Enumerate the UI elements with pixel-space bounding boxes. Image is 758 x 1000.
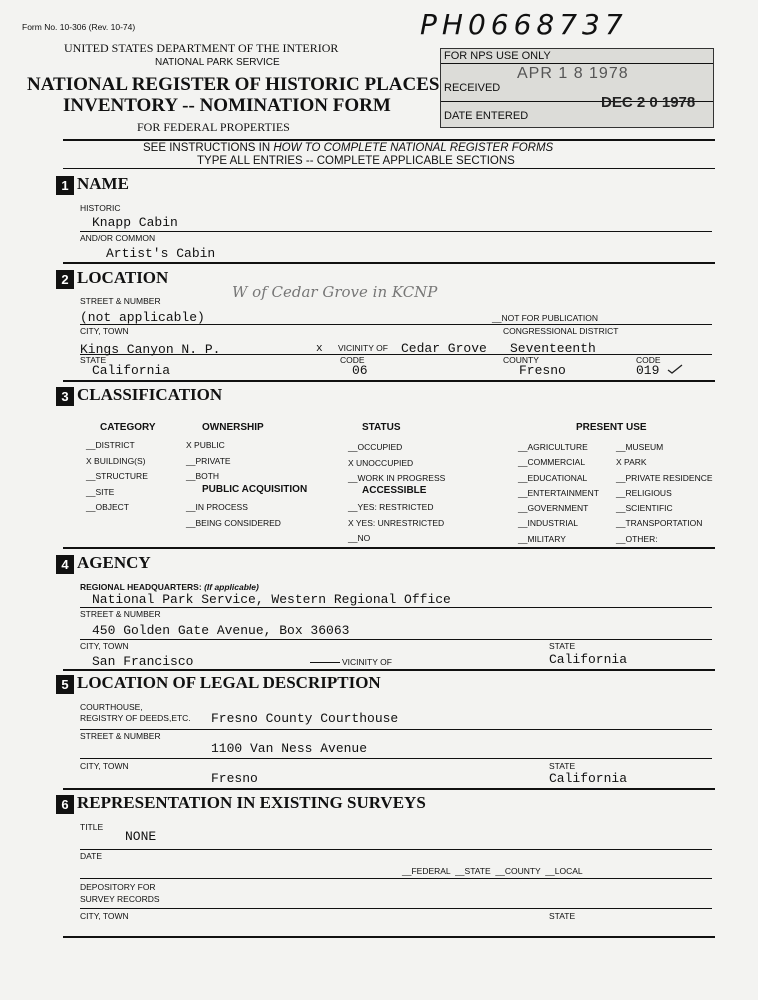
status-heading: STATUS [362,422,401,433]
city-value: Kings Canyon N. P. [80,342,221,357]
county-code-label: CODE [636,355,661,365]
accessible-heading: ACCESSIBLE [362,485,427,496]
state-value: California [92,363,171,378]
option-district: __DISTRICT [86,440,135,450]
agency-street-value: 450 Golden Gate Avenue, Box 36063 [92,623,350,638]
legal-state-value: California [549,771,628,786]
state-label: STATE [80,355,107,365]
courthouse-value: Fresno County Courthouse [211,711,399,726]
accessible-options [348,500,444,547]
nps-use-box [440,48,714,128]
agency-vicinity-label: VICINITY OF [342,657,392,667]
survey-state-label: STATE [549,911,576,921]
ownership-options [186,438,231,485]
historic-name-value: Knapp Cabin [92,215,178,230]
agency-city-label: CITY, TOWN [80,641,129,651]
status-options [348,440,445,487]
form-number: Form No. 10-306 (Rev. 10-74) [22,22,136,32]
acquisition-heading: PUBLIC ACQUISITION [202,484,308,495]
handwritten-location-note: W of Cedar Grove in KCNP [232,283,438,301]
survey-title-value: NONE [125,829,157,844]
not-for-publication: __NOT FOR PUBLICATION [492,313,598,323]
hq-value: National Park Service, Western Regional Office [92,592,451,607]
option-private-residence: __PRIVATE RESIDENCE [616,472,713,483]
option-being-considered: __BEING CONSIDERED [186,517,281,528]
option-religious: __RELIGIOUS [616,487,672,498]
department-name: UNITED STATES DEPARTMENT OF THE INTERIOR [64,41,339,55]
handwritten-id: PH0668737 [420,8,628,41]
instructions-line1: SEE INSTRUCTIONS IN HOW TO COMPLETE NATIONAL REGISTER FORMS [143,142,554,154]
county-label: COUNTY [503,355,539,365]
option-transportation: __TRANSPORTATION [616,518,703,529]
option-yes-restricted: __YES: RESTRICTED [348,502,434,512]
option-scientific: __SCIENTIFIC [616,503,673,514]
option-commercial: __COMMERCIAL [518,457,586,468]
option-military: __MILITARY [518,533,566,544]
option-occupied: __OCCUPIED [348,442,403,452]
option-industrial: __INDUSTRIAL [518,518,578,529]
option-entertainment: __ENTERTAINMENT [518,487,599,498]
date-entered-stamp: DEC 2 0 1978 [601,94,696,111]
ownership-heading: OWNERSHIP [202,422,264,433]
county-code-value: 019 [636,363,660,378]
option-in-process: __IN PROCESS [186,502,248,512]
option-object: __OBJECT [86,502,129,512]
legal-city-label: CITY, TOWN [80,761,129,771]
street-label: STREET & NUMBER [80,296,161,306]
option-museum: __MUSEUM [616,442,664,452]
agency-state-label: STATE [549,641,576,651]
section-5-heading: 5 LOCATION OF LEGAL DESCRIPTION [56,673,381,694]
nps-box-heading: FOR NPS USE ONLY [444,50,551,62]
section-2-heading: 2 LOCATION [56,268,168,289]
agency-city-value: San Francisco [92,654,194,669]
vicinity-label: VICINITY OF [338,343,388,353]
checkmark-icon [666,363,684,375]
option-work-in-progress: __WORK IN PROGRESS [348,473,446,483]
option-private: __PRIVATE [186,455,231,466]
survey-levels: __FEDERAL __STATE __COUNTY __LOCAL [402,866,583,876]
survey-title-label: TITLE [80,822,104,832]
option-agriculture: __AGRICULTURE [518,442,588,452]
survey-date-label: DATE [80,851,103,861]
agency-state-value: California [549,652,628,667]
vicinity-blank [310,662,340,663]
legal-street-value: 1100 Van Ness Avenue [211,741,368,756]
code-label: CODE [340,355,365,365]
form-subtitle: FOR FEDERAL PROPERTIES [137,120,290,134]
section-1-heading: 1 NAME [56,174,129,195]
option-both: __BOTH [186,471,220,481]
hq-label: REGIONAL HEADQUARTERS: (If applicable) [80,582,259,592]
vicinity-value: Cedar Grove [401,341,487,356]
option-educational: __EDUCATIONAL [518,472,588,483]
acquisition-options [186,500,281,531]
option-public: X PUBLIC [186,440,225,450]
historic-label: HISTORIC [80,203,121,213]
instructions-line2: TYPE ALL ENTRIES -- COMPLETE APPLICABLE SECTIONS [197,155,515,167]
street-value: (not applicable) [80,310,205,325]
option-other: __OTHER: [616,533,658,544]
section-3-heading: 3 CLASSIFICATION [56,385,222,406]
state-code-value: 06 [352,363,368,378]
service-name: NATIONAL PARK SERVICE [155,57,280,68]
depository-label: DEPOSITORY FOR SURVEY RECORDS [80,882,160,904]
received-label: RECEIVED [444,82,501,94]
agency-street-label: STREET & NUMBER [80,609,161,619]
option-yes-unrestricted: X YES: UNRESTRICTED [348,517,445,528]
option-government: __GOVERNMENT [518,503,589,514]
present-use-heading: PRESENT USE [576,422,647,433]
option-buildings: X BUILDING(S) [86,455,146,466]
present-use-right-options [616,440,713,547]
congressional-value: Seventeenth [510,341,596,356]
category-options [86,438,148,516]
option-unoccupied: X UNOCCUPIED [348,457,414,468]
section-4-heading: 4 AGENCY [56,553,151,574]
city-label: CITY, TOWN [80,326,129,336]
option-no: __NO [348,533,371,543]
common-name-value: Artist's Cabin [106,246,216,261]
section-6-heading: 6 REPRESENTATION IN EXISTING SURVEYS [56,793,426,814]
legal-city-value: Fresno [211,771,258,786]
date-entered-label: DATE ENTERED [444,110,529,122]
vicinity-mark: x [316,343,323,355]
survey-city-label: CITY, TOWN [80,911,129,921]
present-use-left-options [518,440,599,547]
courthouse-label: COURTHOUSE, REGISTRY OF DEEDS,ETC. [80,702,191,723]
option-park: X PARK [616,457,647,468]
county-value: Fresno [519,363,566,378]
received-stamp: APR 1 8 1978 [517,65,629,82]
category-heading: CATEGORY [100,422,156,433]
legal-street-label: STREET & NUMBER [80,731,161,741]
congressional-label: CONGRESSIONAL DISTRICT [503,326,619,336]
form-title-line2: INVENTORY -- NOMINATION FORM [63,95,391,116]
form-title-line1: NATIONAL REGISTER OF HISTORIC PLACES [27,74,440,95]
common-label: AND/OR COMMON [80,233,156,243]
legal-state-label: STATE [549,761,576,771]
option-site: __SITE [86,486,115,497]
option-structure: __STRUCTURE [86,471,148,481]
